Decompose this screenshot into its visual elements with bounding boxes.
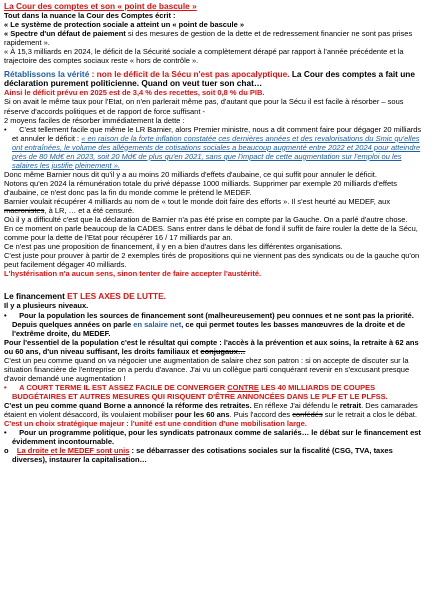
bullet-item: • Pour un programme politique, pour les syndicats patronaux comme de salariés… le débat sur le financement est évidemment incontournable. [4,428,421,447]
quote-text: « Le système de protection sociale a atteint un « point de bascule » [4,20,245,30]
section-cour-des-comptes [4,2,429,65]
paragraph: Ce n'est pas une proposition de financement, il y en a bien d'autres dans les différentes organisations. [4,242,343,252]
strategic-choice: C'est un choix stratégique majeur : l'unité est une condition d'une mobilisation large. [4,419,307,429]
section-title: La Cour des comptes et son « point de bascule » [4,1,197,11]
bullet-icon: • [4,310,20,320]
barnier-quote: « en raison de la forte inflation constatée ces dernières années et des revalorisations du Smic qu'elles ont entraînées, le volume des allégements de cotisations sociales a beaucoup augmenté entre 2022 et 2024 pour atteindre près de 80 Md€ en 2023, soit 20 Md€ de plus qu'en 2021, sans que l'impact de cette augmentation sur l'emploi ou les salaires les justifie pleinement ». [12,133,421,170]
paragraph: 2 moyens faciles de résorber immédiatement la dette : [4,115,185,125]
bullet-icon: • [4,428,20,438]
paragraph: Notons qu'en 2024 la rémunération totale du privé dépasse 1000 milliards. Supprimer par exemple 20 milliards d'effets d'aubaine, ce n'est donc pas la fin du monde comme le prétend le MEDEF. [4,178,397,197]
bullet-item: • A COURT TERME IL EST ASSEZ FACILE DE CONVERGER CONTRE LES 40 MILLIARDS DE COUPES BUDGÉTAIRES ET AUTRES MESURES QUI RISQUENT D'ÊTRE ANNONCÉES DANS LE PLF ET LE PLFSS. [4,382,388,401]
bullet-item: • C'est tellement facile que même le LR Barnier, alors Premier ministre, nous a dit comment faire pour dégager 20 milliards et annuler le déficit : « en raison de la forte inflation constatée ces dernières années et des revalorisations du Smic qu'elles ont entraînées, le volume des allégements de cotisations sociales a beaucoup augmenté entre 2022 et 2024 pour atteindre près de 80 Md€ en 2023, soit 20 Md€ de plus qu'en 2021, sans que l'impact de cette augmentation sur l'emploi ou les salaires les justifie pleinement ». [4,124,422,170]
bullet-icon: • [4,382,20,392]
paragraph: En ce moment on parle beaucoup de la CADES. Sans entrer dans le débat de fond il suffit de faire rouler la dette de la Sécu, comme pour la dette de l'Etat pour récupérer 16 / 17 milliards par an. [4,224,418,243]
section-title: Rétablissons la vérité : non le déficit de la Sécu n'est pas apocalyptique. La Cour des comptes a fait une déclaration purement politicienne. Quand on veut tuer son chat… [4,69,415,89]
paragraph: C'est un peu comme quand Borne a annoncé la réforme des retraites. En réflexe J'ai défendu le retrait. Des camarades étaient en violent désaccord, ils voulaient mobiliser pour les 60 ans. Puis l'accord des confédés sur le retrait a clos le débat. [4,400,418,420]
deficit-line: Ainsi le déficit prévu en 2025 est de 3,4 % des recettes, soit 0,8 % du PIB. [4,88,265,98]
paragraph: Barnier voulait récupérer 4 milliards au nom de « tout le monde doit faire des efforts ». Il s'est heurté au MEDEF, aux macronistes, à LR, … et a été censuré. [4,196,391,216]
paragraph: C'est un peu comme quand on va négocier une augmentation de salaire chez son patron : si on accepte de discuter sur la situation financière de l'entreprise on a perdu d'avance. J'ai vu un collègue parti conquérant revenir en s'excusant presque d'avoir demandé une augmentation ! [4,355,410,383]
section-title: Le financement ET LES AXES DE LUTTE. [4,291,166,302]
paragraph: Donc même Barnier nous dit qu'il y a au moins 20 milliards d'effets d'aubaine, ce qui suffit pour annuler le déficit. [4,169,377,179]
section-verite [4,70,429,278]
section-financement [4,292,429,464]
bullet-icon: • [4,124,20,134]
lead-text: Tout dans la nuance la Cour des Comptes écrit : [4,11,176,21]
subtitle: Il y a plusieurs niveaux. [4,301,89,311]
bullet-item: • Pour la population les sources de financement sont (malheureusement) peu connues et ne sont pas la priorité. Depuis quelques années on parle en salaire net, ce qui permet toutes les basses manœuvres de la droite et de l'extrême droite, du MEDEF. [4,310,414,338]
paragraph: C'est juste pour prouver à partir de 2 exemples tirés de propositions qui ne viennent pas des syndicats ou de la gauche qu'on peut facilement dégager 40 milliards. [4,251,420,270]
paragraph: Pour l'essentiel de la population c'est le résultat qui compte : l'accès à la prévention et aux soins, la retraite à 62 ans ou 60 ans, d'un niveau suffisant, les droits familiaux et conjugaux… [4,337,419,356]
paragraph: Si on avait le même taux pour l'Etat, on n'en parlerait même pas, d'autant que pour la Sécu il est facile à résorber – sous réserve d'accords politiques et de rapport de force suffisant - [4,97,404,116]
paragraph: Où il y a difficulté c'est que la déclaration de Barnier n'a pas été prise en compte par la Gauche. On a parlé d'autre chose. [4,215,408,225]
quote-text: « Spectre d'un défaut de paiement si des mesures de gestion de la dette et de redressement financier ne sont pas prises rapidement ». [4,29,413,48]
quote-text: « À 15,3 milliards en 2024, le déficit de la Sécurité sociale a complètement dérapé par rapport à l'année précédente et la trajectoire des comptes sociaux reste « hors de contrôle ». [4,47,404,66]
sub-bullet-item: o La droite et le MEDEF sont unis : se débarrasser des cotisations sociales sur la fiscalité (CSG, TVA, taxes diverses), instaurer la capitalisation… [4,446,393,465]
circle-bullet-icon: o [4,446,17,456]
conclusion: L'hystérisation n'a aucun sens, sinon tenter de faire accepter l'austérité. [4,269,262,279]
